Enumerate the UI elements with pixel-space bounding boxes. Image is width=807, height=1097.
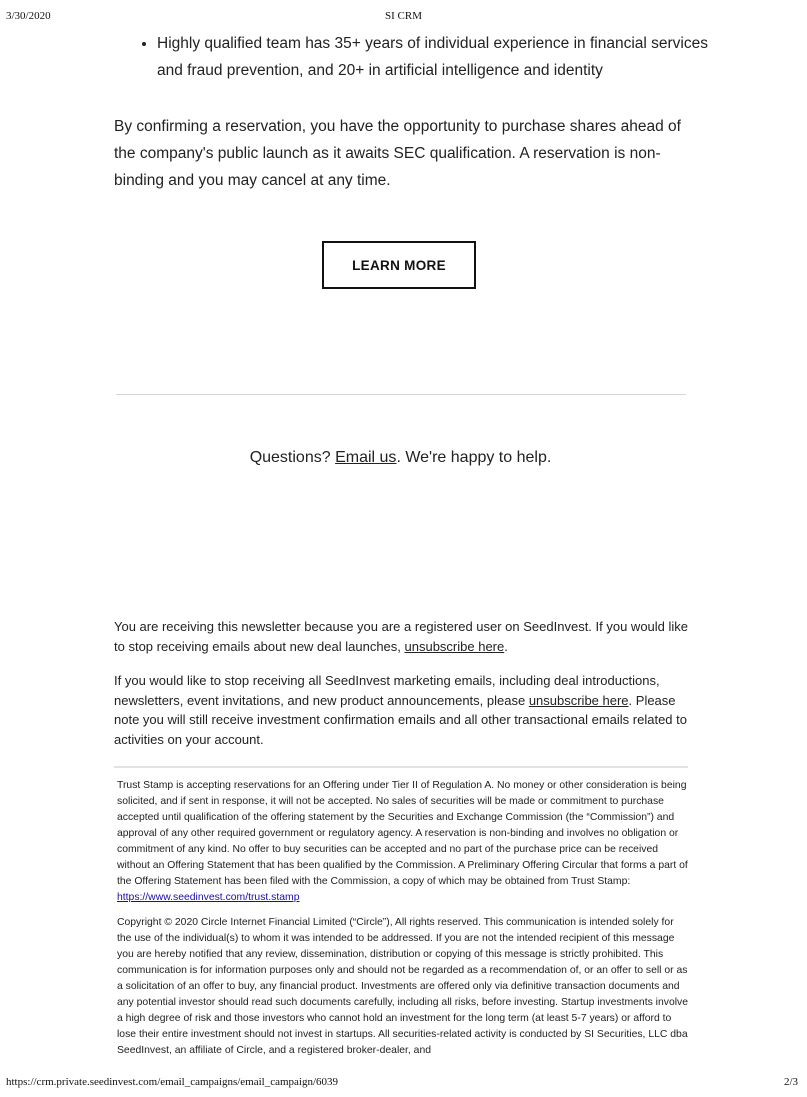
reservation-paragraph: By confirming a reservation, you have the opportunity to purchase shares ahead of the company's public launch as it awaits SEC qualification. A reservation is non-binding and you may cancel at any time. [114, 118, 681, 189]
marketing-notice-end: . Please note you will still receive investment confirmation emails and all other transactional emails related to activities on your account. [114, 692, 687, 747]
print-date: 3/30/2020 [6, 10, 51, 22]
print-header [0, 10, 807, 24]
questions-prefix: Questions? [249, 449, 336, 466]
email-us-link[interactable]: Email us [335, 449, 397, 466]
trust-stamp-link[interactable]: https://www.seedinvest.com/trust.stamp [117, 892, 300, 903]
page-number: 2/3 [783, 1076, 798, 1088]
questions-line [0, 448, 801, 468]
newsletter-notice [114, 617, 692, 656]
print-page-title: SI CRM [385, 10, 422, 22]
copyright-disclaimer: Copyright © 2020 Circle Internet Financial Limited (“Circle”), All rights reserved. This communication is intended solely for the use of the individual(s) to whom it was intended to be addressed. If you are not the intended recipient of this message you are hereby notified that any review, dissemination, distribution or copying of this message is strictly prohibited. This communication is for information purposes only and should not be regarded as a recommendation of, or an offer to sell or as a solicitation of an offer to buy, any financial product. Investments are offered only via definitive transaction documents and any potential investor should read such documents carefully, including all risks, before investing. Startup investments involve a high degree of risk and those investors who cannot hold an investment for the long term (at least 5-7 years) or afford to lose their entire investment should not invest in startups. All securities-related activity is conducted by SI Securities, LLC dba SeedInvest, an affiliate of Circle, and a registered broker-dealer, and [117, 917, 689, 1056]
offering-disclaimer-text: Trust Stamp is accepting reservations for an Offering under Tier II of Regulation A. No money or other consideration is being solicited, and if sent in response, it will not be accepted. No sales of securities will be made or commitment to purchase accepted until qualification of the offering statement by the Securities and Exchange Commission (the “Commission”) and approval of any other required government or regulatory agency. A reservation is non-binding and involves no obligation or commitment of any kind. No offer to buy securities can be accepted and no part of the purchase price can be received without an Offering Statement that has been qualified by the Commission. A Preliminary Offering Circular that forms a part of the Offering Statement has been filed with the Commission, a copy of which may be obtained from Trust Stamp: [117, 780, 688, 887]
learn-more-button[interactable]: LEARN MORE [322, 241, 476, 289]
marketing-notice-text: If you would like to stop receiving all SeedInvest marketing emails, including deal introductions, newsletters, event invitations, and new product announcements, please [114, 673, 660, 708]
marketing-unsubscribe-notice [114, 671, 692, 749]
newsletter-notice-end: . [504, 638, 508, 654]
highlights-list [135, 30, 717, 84]
list-item: • Highly qualified team has 35+ years of individual experience in financial services and fraud prevention, and 20+ in artificial intelligence and identity [157, 30, 717, 84]
unsubscribe-all-link[interactable]: unsubscribe here [528, 692, 629, 708]
print-footer [0, 1076, 807, 1090]
print-url: https://crm.private.seedinvest.com/email_campaigns/email_campaign/6039 [6, 1076, 339, 1088]
legal-divider [114, 766, 688, 768]
unsubscribe-newsletter-link[interactable]: unsubscribe here [404, 638, 505, 654]
questions-suffix: . We're happy to help. [396, 449, 552, 466]
offering-disclaimer [117, 778, 689, 906]
newsletter-notice-text: You are receiving this newsletter because you are a registered user on SeedInvest. If you would like to stop receiving emails about new deal launches, [114, 619, 689, 654]
divider [116, 394, 686, 395]
